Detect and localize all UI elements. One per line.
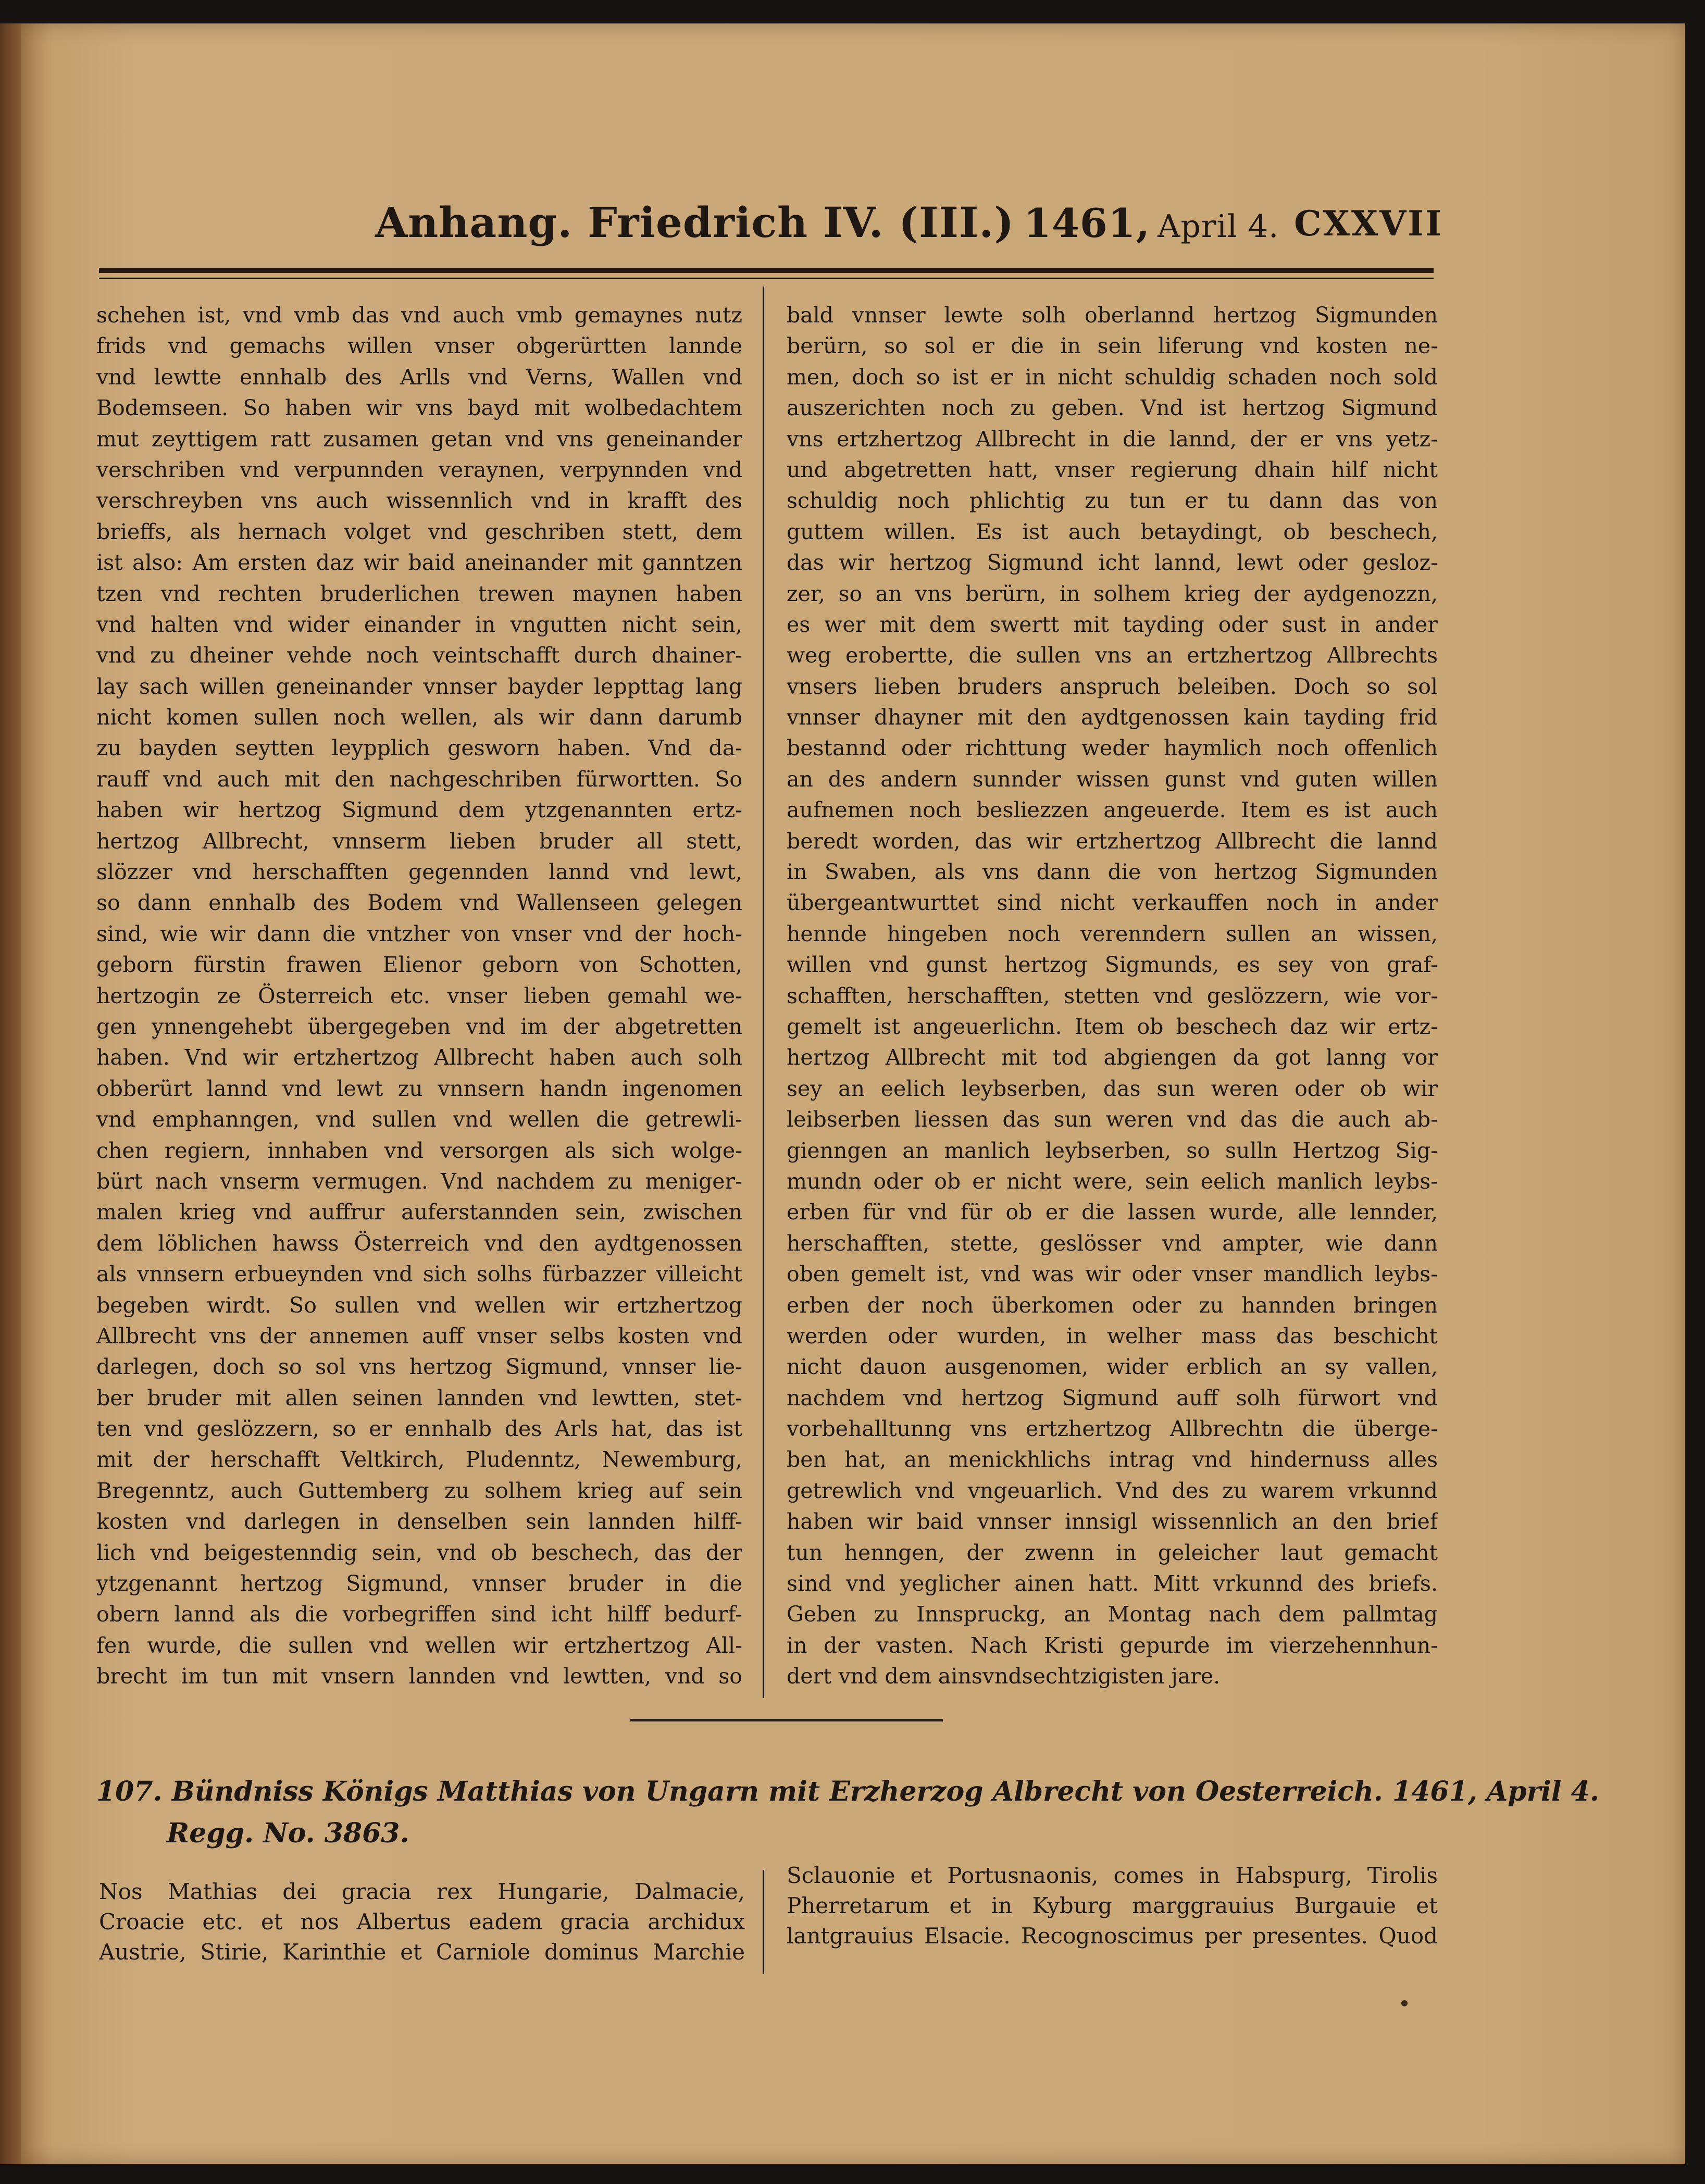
text-line: verschreyben vns auch wissennlich vnd in krafft des [96, 488, 742, 514]
text-line: slözzer vnd herschafften gegennden lannd vnd lewt, [96, 859, 742, 885]
text-line: hertzog Allbrecht mit tod abgiengen da got lanng vor [787, 1045, 1438, 1070]
text-line: Allbrecht vns der annemen auff vnser selbs kosten vnd [96, 1323, 742, 1349]
text-line: als vnnsern erbueynden vnd sich solhs fürbazzer villeicht [96, 1262, 742, 1287]
header-rule-thin [99, 278, 1434, 279]
left-column [96, 300, 742, 1692]
text-line: Nos Mathias dei gracia rex Hungarie, Dalmacie, [99, 1879, 745, 1904]
text-line: vnd emphanngen, vnd sullen vnd wellen die getrewli- [96, 1107, 742, 1132]
section-separator [630, 1719, 943, 1721]
text-line: dert vnd dem ainsvndsechtzigisten jare. [787, 1664, 1221, 1689]
text-line: Bregenntz, auch Guttemberg zu solhem krieg auf sein [96, 1478, 742, 1503]
text-line: brieffs, als hernach volget vnd geschriben stett, dem [96, 519, 742, 544]
text-line: werden oder wurden, in welher mass das beschicht [787, 1323, 1438, 1349]
header-year: 1461, [1024, 200, 1151, 246]
text-line: lich vnd beigestenndig sein, vnd ob beschech, das der [96, 1540, 742, 1565]
text-line: rauff vnd auch mit den nachgeschriben fürwortten. So [96, 766, 742, 792]
entry-heading-reference: Regg. No. 3863. [167, 1817, 409, 1849]
text-line: sind, wie wir dann die vntzher von vnser vnd der hoch- [96, 921, 742, 946]
text-line: hertzogin ze Österreich etc. vnser lieben gemahl we- [96, 983, 742, 1008]
text-line: guttem willen. Es ist auch betaydingt, ob beschech, [787, 519, 1438, 544]
text-line: obberürt lannd vnd lewt zu vnnsern handn ingenomen [96, 1076, 742, 1101]
text-line: vnd zu dheiner vehde noch veintschafft durch dhainer- [96, 643, 742, 668]
header-title-text: Anhang. Friedrich IV. (III.) [375, 198, 1015, 247]
text-line: beredt worden, das wir ertzhertzog Allbrecht die lannd [787, 828, 1438, 854]
text-line: schafften, herschafften, stetten vnd geslözzern, wie vor- [787, 983, 1438, 1008]
text-line: zer, so an vns berürn, in solhem krieg der aydgenozzn, [787, 581, 1438, 606]
text-line: schehen ist, vnd vmb das vnd auch vmb gemaynes nutz [96, 303, 742, 328]
text-line: nicht dauon ausgenomen, wider erblich an sy vallen, [787, 1354, 1438, 1380]
text-line: hennde hingeben noch verenndern sullen an wissen, [787, 921, 1438, 946]
text-line: vnd lewtte ennhalb des Arlls vnd Verns, Wallen vnd [96, 364, 742, 390]
text-line: erben der noch überkomen oder zu hannden bringen [787, 1292, 1438, 1318]
text-line: bestannd oder richttung weder haymlich noch offenlich [787, 735, 1438, 761]
text-line: vns ertzhertzog Allbrecht in die lannd, der er vns yetz- [787, 426, 1438, 452]
text-line: sey an eelich leybserben, das sun weren oder ob wir [787, 1076, 1438, 1101]
header-date: April 4. [1158, 208, 1279, 245]
text-line: kosten vnd darlegen in denselben sein lannden hilff- [96, 1509, 742, 1534]
text-line: Pherretarum et in Kyburg marggrauius Burgauie et [787, 1893, 1438, 1918]
text-line: weg erobertte, die sullen vns an ertzhertzog Allbrechts [787, 643, 1438, 668]
text-line: mundn oder ob er nicht were, sein eelich manlich leybs- [787, 1168, 1438, 1194]
text-line: ist also: Am ersten daz wir baid aneinander mit ganntzen [96, 550, 742, 576]
text-line: brecht im tun mit vnsern lannden vnd lewtten, vnd so [96, 1664, 742, 1689]
text-line: in der vasten. Nach Kristi gepurde im vierzehennhun- [787, 1632, 1438, 1658]
text-line: herschafften, stette, geslösser vnd ampter, wie dann [787, 1230, 1438, 1256]
text-line: gienngen an manlich leybserben, so sulln Hertzog Sig- [787, 1138, 1438, 1163]
text-line: das wir hertzog Sigmund icht lannd, lewt oder gesloz- [787, 550, 1438, 576]
text-line: aufnemen noch besliezzen angeuerde. Item es ist auch [787, 797, 1438, 823]
text-line: tzen vnd rechten bruderlichen trewen maynen haben [96, 581, 742, 606]
text-line: hertzog Allbrecht, vnnserm lieben bruder all stett, [96, 828, 742, 854]
text-line: es wer mit dem swertt mit tayding oder sust in ander [787, 611, 1438, 637]
text-line: sind vnd yeglicher ainen hatt. Mitt vrkunnd des briefs. [787, 1571, 1438, 1596]
text-line: frids vnd gemachs willen vnser obgerürtten lannde [96, 333, 742, 359]
running-header [99, 189, 1443, 256]
text-line: haben wir hertzog Sigmund dem ytzgenannten ertz- [96, 797, 742, 823]
text-line: mut zeyttigem ratt zusamen getan vnd vns geneinander [96, 426, 742, 452]
text-line: getrewlich vnd vngeuarlich. Vnd des zu warem vrkunnd [787, 1478, 1438, 1503]
header-rule-thick [99, 268, 1434, 273]
text-line: malen krieg vnd auffrur auferstannden sein, zwischen [96, 1200, 742, 1225]
text-line: ytzgenannt hertzog Sigmund, vnnser bruder in die [96, 1571, 742, 1596]
text-line: men, doch so ist er in nicht schuldig schaden noch sold [787, 364, 1438, 390]
text-line: gen ynnengehebt übergegeben vnd im der abgetretten [96, 1014, 742, 1039]
text-line: in Swaben, als vns dann die von hertzog Sigmunden [787, 859, 1438, 885]
text-line: berürn, so sol er die in sein liferung vnd kosten ne- [787, 333, 1438, 359]
page-number: CXXVII [1294, 203, 1443, 244]
text-line: leibserben liessen das sun weren vnd das die auch ab- [787, 1107, 1438, 1132]
text-line: nachdem vnd hertzog Sigmund auff solh fürwort vnd [787, 1385, 1438, 1411]
text-line: mit der herschafft Veltkirch, Pludenntz, Newemburg, [96, 1447, 742, 1472]
text-line: obern lannd als die vorbegriffen sind icht hilff bedurf- [96, 1602, 742, 1627]
entry-heading [96, 1771, 1599, 1854]
text-line: vnnser dhayner mit den aydtgenossen kain tayding frid [787, 705, 1438, 730]
text-line: gemelt ist angeuerlichn. Item ob beschech daz wir ertz- [787, 1014, 1438, 1039]
right-column [787, 300, 1438, 1692]
text-line: ten vnd geslözzern, so er ennhalb des Arls hat, das ist [96, 1416, 742, 1442]
text-line: vorbehalltunng vns ertzhertzog Allbrechtn die überge- [787, 1416, 1438, 1442]
text-line: haben wir baid vnnser innsigl wissennlich an den brief [787, 1509, 1438, 1534]
text-line: vnsers lieben bruders anspruch beleiben. Doch so sol [787, 673, 1438, 699]
text-line: zu bayden seytten leypplich gesworn haben. Vnd da- [96, 735, 742, 761]
text-line: ber bruder mit allen seinen lannden vnd lewtten, stet- [96, 1385, 742, 1411]
text-line: schuldig noch phlichtig zu tun er tu dann das von [787, 488, 1438, 514]
text-line: nicht komen sullen noch wellen, als wir dann darumb [96, 705, 742, 730]
text-line: oben gemelt ist, vnd was wir oder vnser mandlich leybs- [787, 1262, 1438, 1287]
header-title [375, 198, 1279, 247]
text-line: und abgetretten hatt, vnser regierung dhain hilf nicht [787, 457, 1438, 482]
entry-right-column [787, 1861, 1438, 1951]
text-line: lay sach willen geneinander vnnser bayder leppttag lang [96, 673, 742, 699]
text-line: verschriben vnd verpunnden veraynen, verpynnden vnd [96, 457, 742, 482]
text-line: darlegen, doch so sol vns hertzog Sigmund, vnnser lie- [96, 1354, 742, 1380]
text-line: übergeantwurttet sind nicht verkauffen noch in ander [787, 890, 1438, 916]
text-line: geborn fürstin frawen Elienor geborn von Schotten, [96, 952, 742, 978]
column-divider [763, 286, 764, 1698]
text-line: begeben wirdt. So sullen vnd wellen wir ertzhertzog [96, 1292, 742, 1318]
text-line: bald vnnser lewte solh oberlannd hertzog Sigmunden [787, 303, 1438, 328]
text-line: so dann ennhalb des Bodem vnd Wallenseen gelegen [96, 890, 742, 916]
text-line: chen regiern, innhaben vnd versorgen als sich wolge- [96, 1138, 742, 1163]
text-line: erben für vnd für ob er die lassen wurde, alle lennder, [787, 1200, 1438, 1225]
text-line: Bodemseen. So haben wir vns bayd mit wolbedachtem [96, 395, 742, 421]
entry-left-column [99, 1877, 745, 1967]
text-line: Croacie etc. et nos Albertus eadem gracia archidux [99, 1909, 745, 1935]
entry-column-divider [763, 1870, 764, 1974]
text-line: auszerichten noch zu geben. Vnd ist hertzog Sigmund [787, 395, 1438, 421]
text-line: an des andern sunnder wissen gunst vnd guten willen [787, 766, 1438, 792]
text-line: fen wurde, die sullen vnd wellen wir ertzhertzog All- [96, 1632, 742, 1658]
text-line: Austrie, Stirie, Karinthie et Carniole dominus Marchie [99, 1939, 745, 1965]
text-line: bürt nach vnserm vermugen. Vnd nachdem zu meniger- [96, 1168, 742, 1194]
text-line: vnd halten vnd wider einander in vngutten nicht sein, [96, 611, 742, 637]
text-line: dem löblichen hawss Österreich vnd den aydtgenossen [96, 1230, 742, 1256]
text-line: Geben zu Innspruckg, an Montag nach dem pallmtag [787, 1602, 1438, 1627]
text-line: willen vnd gunst hertzog Sigmunds, es sey von graf- [787, 952, 1438, 978]
text-line: haben. Vnd wir ertzhertzog Allbrecht haben auch solh [96, 1045, 742, 1070]
ink-speck [1401, 2000, 1408, 2006]
text-line: lantgrauius Elsacie. Recognoscimus per presentes. Quod [787, 1923, 1438, 1949]
text-line: ben hat, an menickhlichs intrag vnd hindernuss alles [787, 1447, 1438, 1472]
text-line: tun henngen, der zwenn in geleicher laut gemacht [787, 1540, 1438, 1565]
entry-heading-title: 107. Bündniss Königs Matthias von Ungarn mit Erzherzog Albrecht von Oesterreich. 1461, April 4. [96, 1776, 1599, 1807]
text-line: Sclauonie et Portusnaonis, comes in Habspurg, Tirolis [787, 1863, 1438, 1888]
